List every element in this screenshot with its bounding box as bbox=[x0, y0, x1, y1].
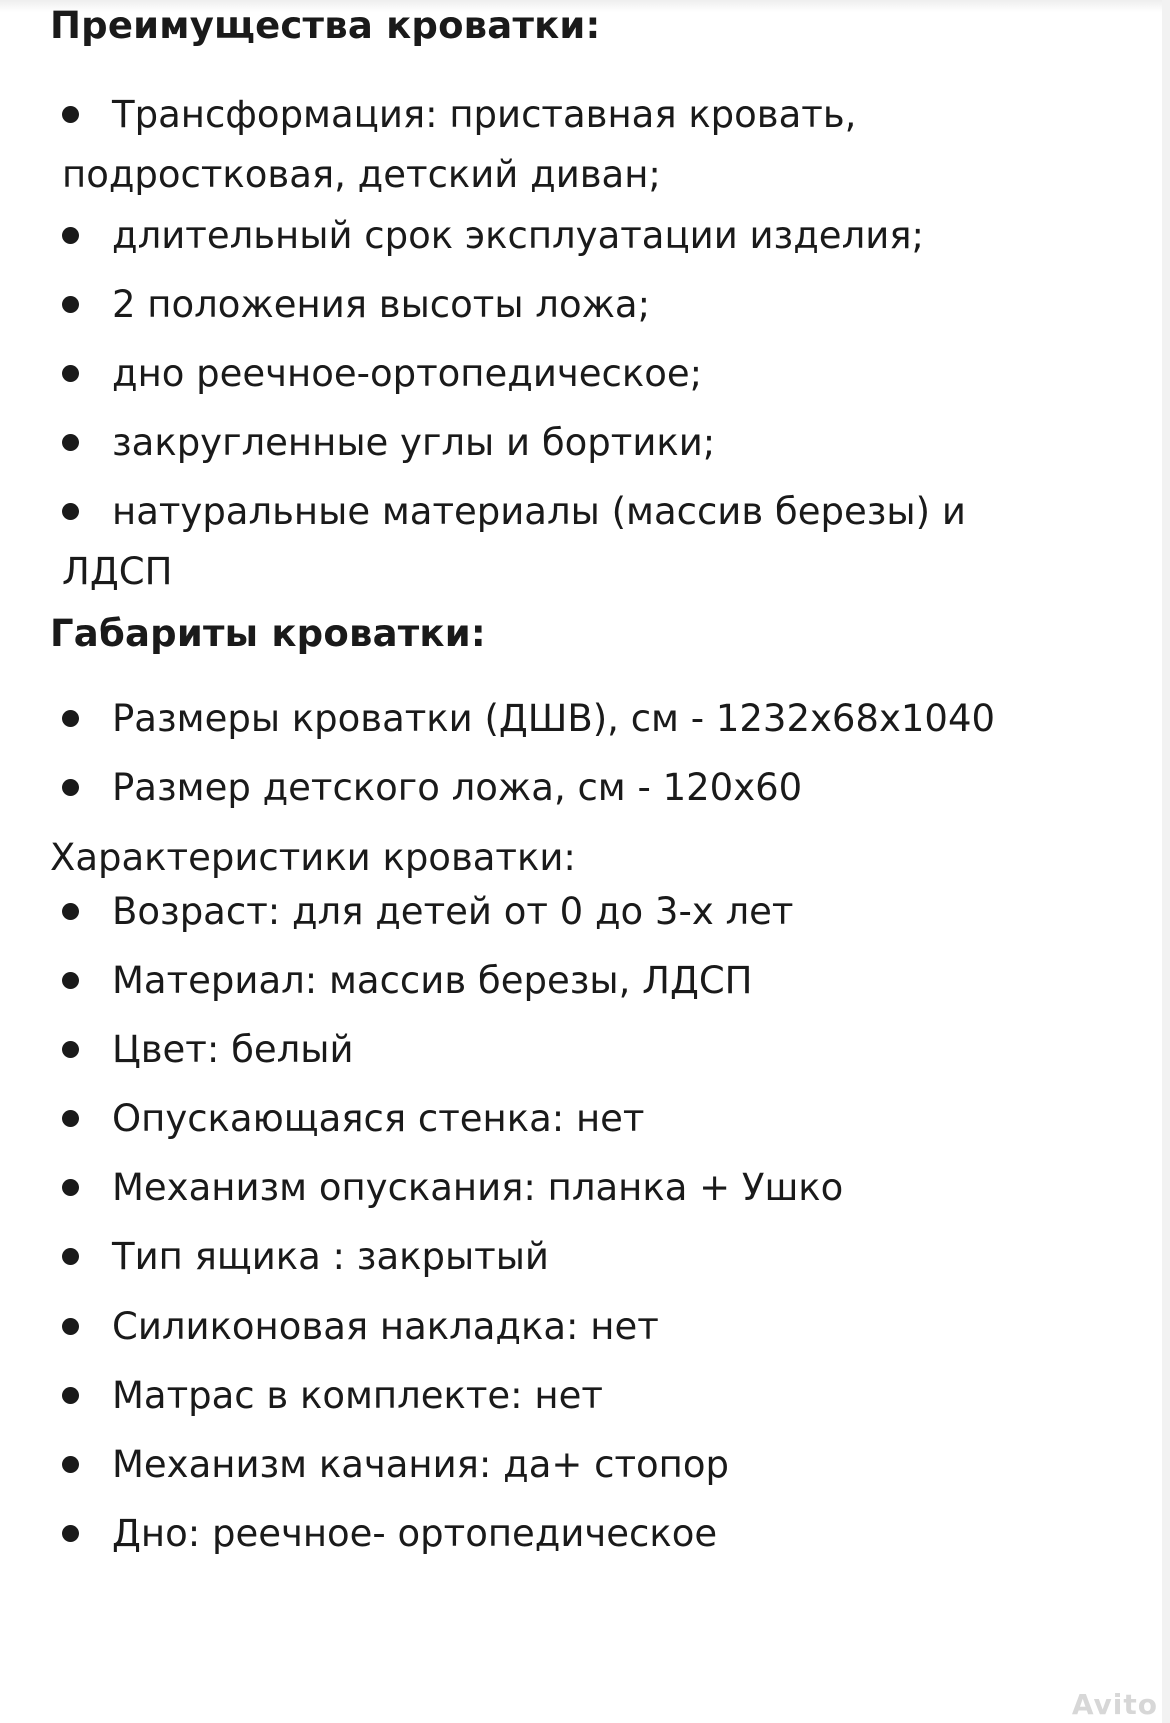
list-item: Механизм качания: да+ стопор bbox=[62, 1435, 1072, 1495]
list-item: Механизм опускания: планка + Ушко bbox=[62, 1158, 1072, 1218]
dimensions-heading: Габариты кроватки: bbox=[50, 612, 486, 655]
avito-watermark: Avito bbox=[1071, 1688, 1158, 1721]
right-edge-strip bbox=[1162, 0, 1170, 1723]
bullet-icon bbox=[62, 1248, 79, 1265]
list-item: Размеры кроватки (ДШВ), см - 1232х68х1040 bbox=[62, 689, 1072, 749]
list-item: Тип ящика : закрытый bbox=[62, 1227, 1072, 1287]
bullet-icon bbox=[62, 1041, 79, 1058]
bullet-icon bbox=[62, 1318, 79, 1335]
bullet-icon bbox=[62, 106, 79, 123]
list-item: Цвет: белый bbox=[62, 1020, 1072, 1080]
bullet-icon bbox=[62, 1456, 79, 1473]
list-item: закругленные углы и бортики; bbox=[62, 413, 1072, 473]
bullet-icon bbox=[62, 503, 79, 520]
bullet-icon bbox=[62, 227, 79, 244]
advantages-heading: Преимущества кроватки: bbox=[50, 4, 601, 47]
characteristics-heading: Характеристики кроватки: bbox=[50, 836, 576, 879]
bullet-icon bbox=[62, 365, 79, 382]
list-item: Опускающаяся стенка: нет bbox=[62, 1089, 1072, 1149]
list-item: Размер детского ложа, см - 120х60 bbox=[62, 758, 1072, 818]
bullet-icon bbox=[62, 1387, 79, 1404]
bullet-icon bbox=[62, 903, 79, 920]
bullet-icon bbox=[62, 710, 79, 727]
list-item: Материал: массив березы, ЛДСП bbox=[62, 951, 1072, 1011]
bullet-icon bbox=[62, 972, 79, 989]
list-item: Возраст: для детей от 0 до 3-х лет bbox=[62, 882, 1072, 942]
list-item: натуральные материалы (массив березы) и ЛДСП bbox=[62, 490, 966, 593]
list-item: 2 положения высоты ложа; bbox=[62, 275, 1072, 335]
list-item: длительный срок эксплуатации изделия; bbox=[62, 206, 1072, 266]
bullet-icon bbox=[62, 1110, 79, 1127]
list-item: Дно: реечное- ортопедическое bbox=[62, 1504, 1072, 1564]
bullet-icon bbox=[62, 779, 79, 796]
list-item: Силиконовая накладка: нет bbox=[62, 1297, 1072, 1357]
bullet-icon bbox=[62, 1525, 79, 1542]
list-item: дно реечное-ортопедическое; bbox=[62, 344, 1072, 404]
bullet-icon bbox=[62, 1179, 79, 1196]
bullet-icon bbox=[62, 296, 79, 313]
list-item: Матрас в комплекте: нет bbox=[62, 1366, 1072, 1426]
list-item: Трансформация: приставная кровать, подростковая, детский диван; bbox=[62, 93, 857, 196]
bullet-icon bbox=[62, 434, 79, 451]
